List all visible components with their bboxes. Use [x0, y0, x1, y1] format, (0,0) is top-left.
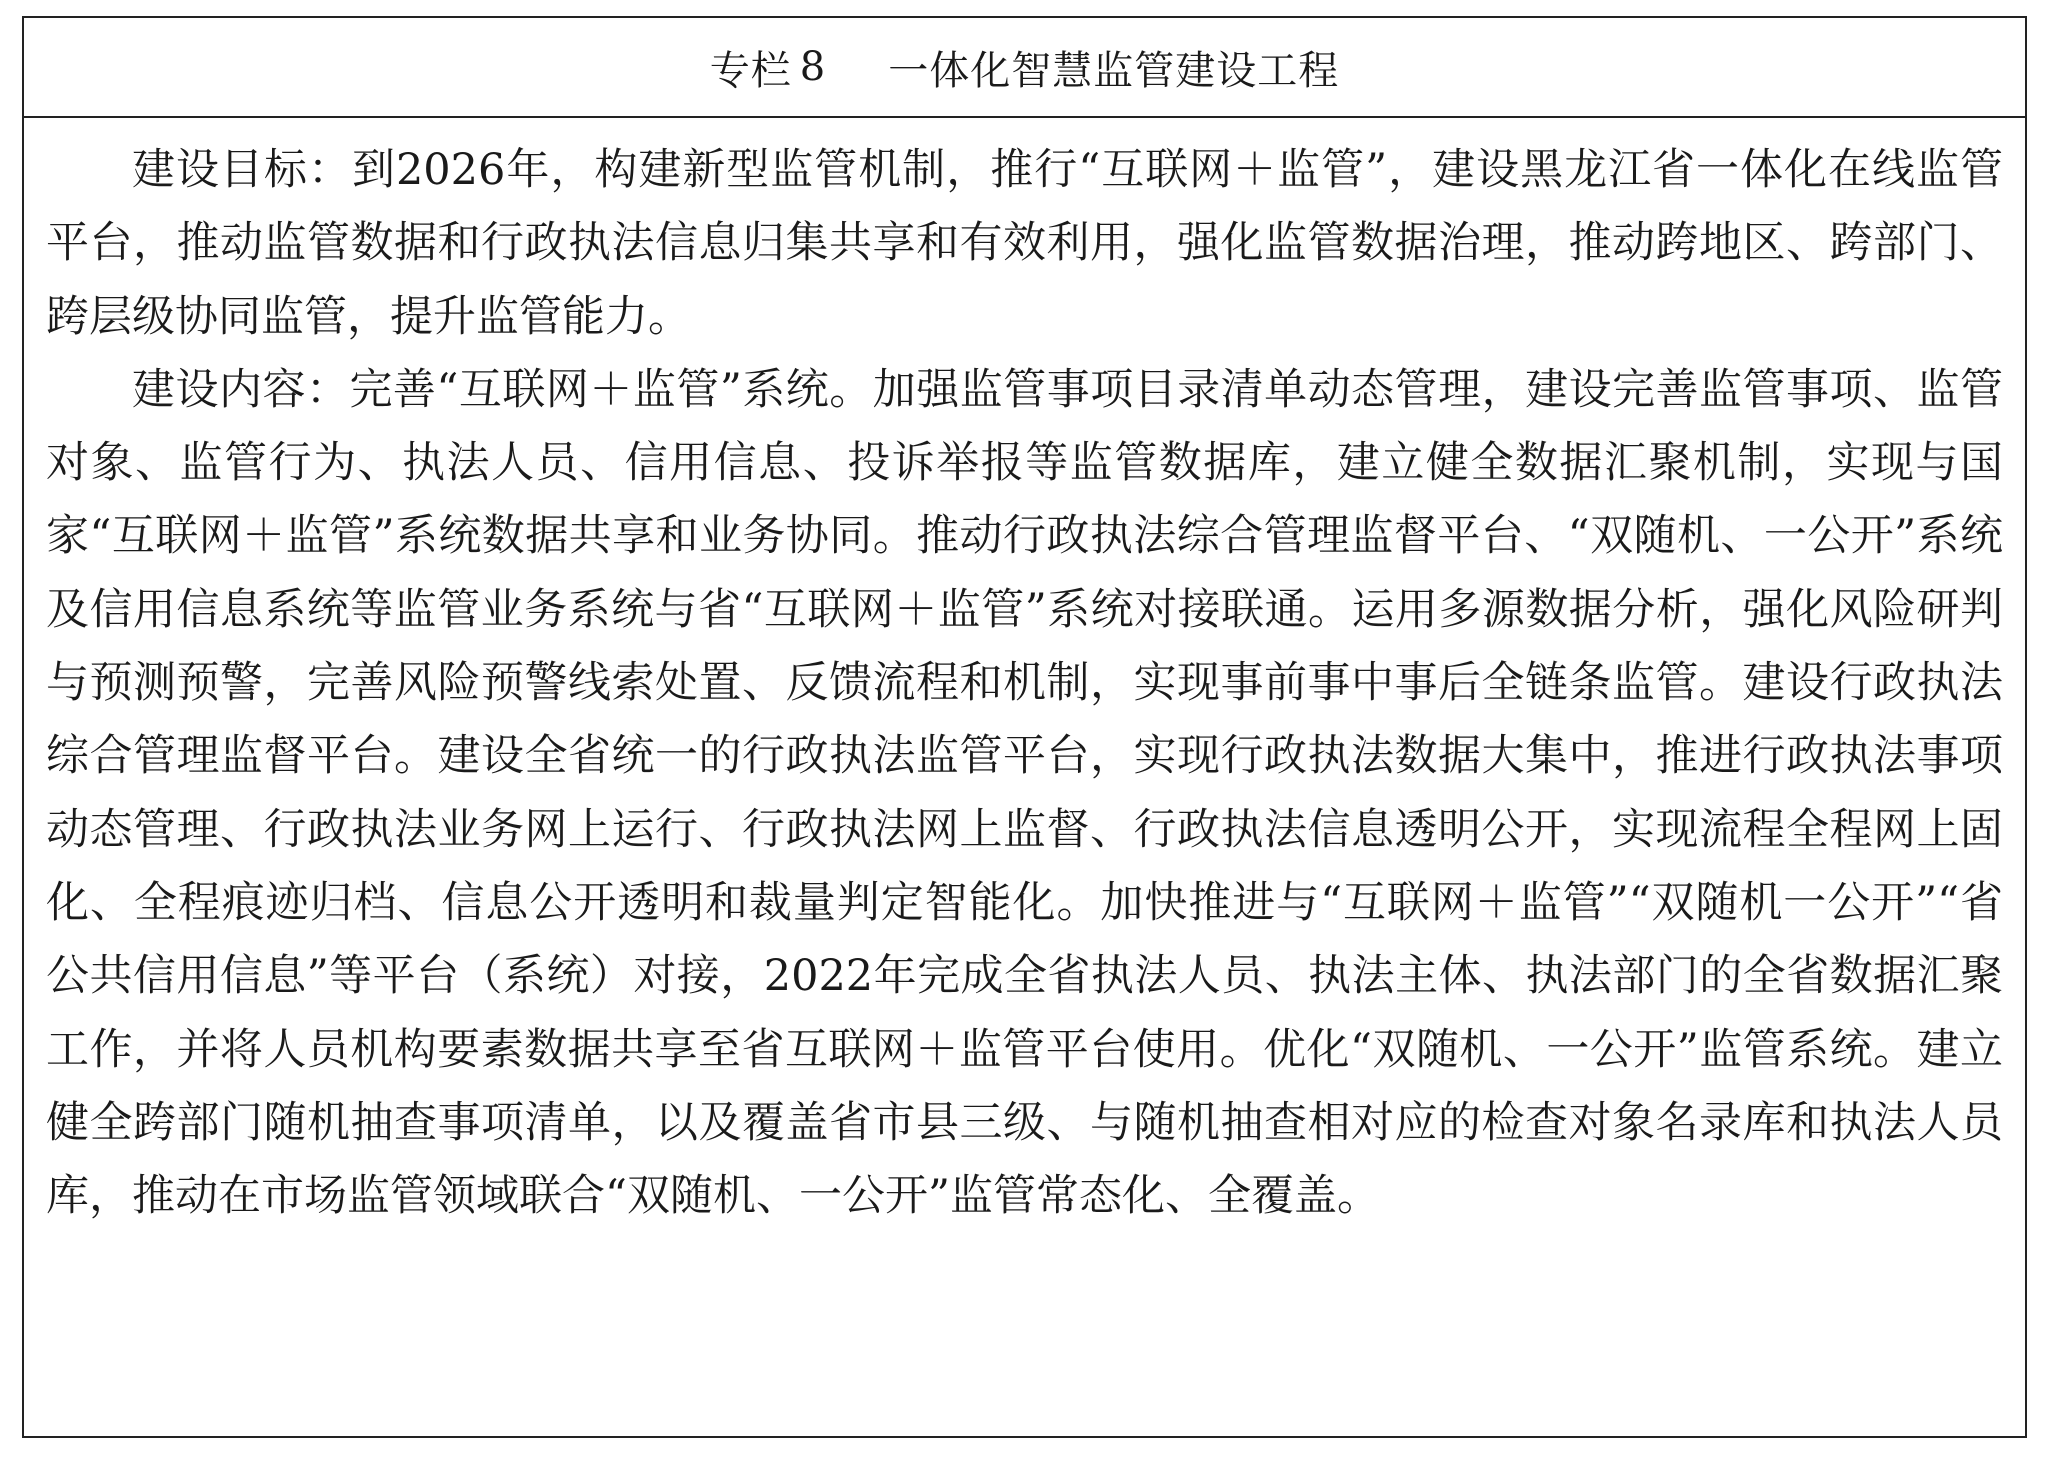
column-box	[22, 16, 2027, 1438]
column-title: 一体化智慧监管建设工程	[888, 47, 1340, 94]
column-number: 8	[799, 44, 827, 90]
paragraph-content: 建设内容：完善“互联网＋监管”系统。加强监管事项目录清单动态管理，建设完善监管事项、监管对象、监管行为、执法人员、信用信息、投诉举报等监管数据库，建立健全数据汇聚机制，实现与国家“互联网＋监管”系统数据共享和业务协同。推动行政执法综合管理监督平台、“双随机、一公开”系统及信用信息系统等监管业务系统与省“互联网＋监管”系统对接联通。运用多源数据分析，强化风险研判与预测预警，完善风险预警线索处置、反馈流程和机制，实现事前事中事后全链条监管。建设行政执法综合管理监督平台。建设全省统一的行政执法监管平台，实现行政执法数据大集中，推进行政执法事项动态管理、行政执法业务网上运行、行政执法网上监督、行政执法信息透明公开，实现流程全程网上固化、全程痕迹归档、信息公开透明和裁量判定智能化。加快推进与“互联网＋监管”“双随机一公开”“省公共信用信息”等平台（系统）对接，2022年完成全省执法人员、执法主体、执法部门的全省数据汇聚工作，并将人员机构要素数据共享至省互联网＋监管平台使用。优化“双随机、一公开”监管系统。建立健全跨部门随机抽查事项清单，以及覆盖省市县三级、与随机抽查相对应的检查对象名录库和执法人员库，推动在市场监管领域联合“双随机、一公开”监管常态化、全覆盖。	[46, 364, 2003, 1222]
column-prefix: 专栏	[709, 47, 792, 94]
paragraph-goals: 建设目标：到2026年，构建新型监管机制，推行“互联网＋监管”，建设黑龙江省一体化在线监管平台，推动监管数据和行政执法信息归集共享和有效利用，强化监管数据治理，推动跨地区、跨部门、跨层级协同监管，提升监管能力。	[46, 145, 2003, 342]
column-body	[24, 118, 2025, 1233]
column-header	[24, 18, 2025, 118]
